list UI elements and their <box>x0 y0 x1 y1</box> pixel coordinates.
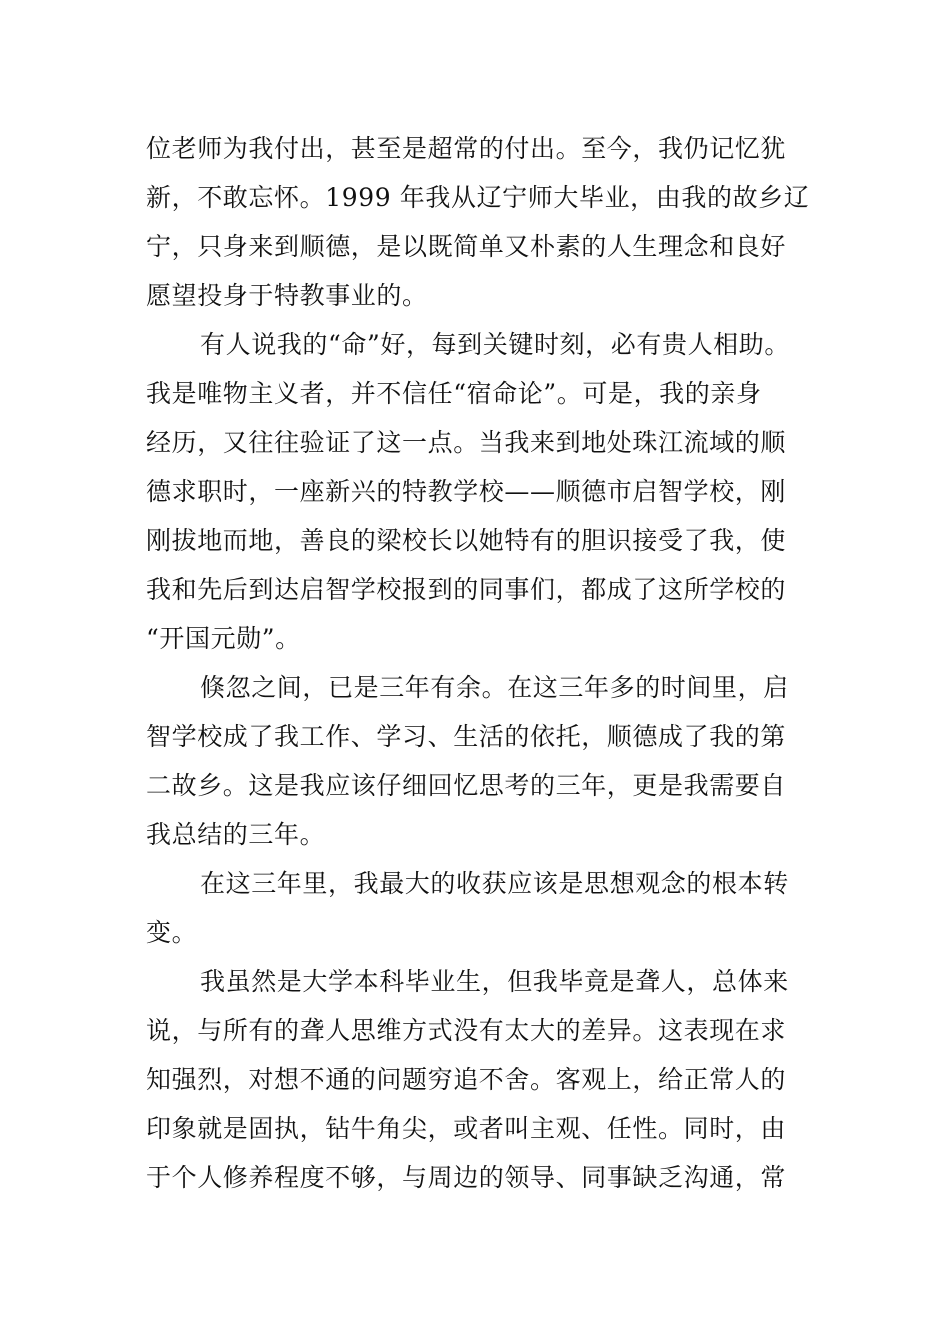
text-line: 我总结的三年。 <box>146 820 326 849</box>
paragraph-3 <box>146 663 806 859</box>
text-line: 位老师为我付出，甚至是超常的付出。至今，我仍记忆犹 <box>146 134 787 163</box>
text-line: 变。 <box>146 918 198 947</box>
text-line: 印象就是固执，钻牛角尖，或者叫主观、任性。同时，由 <box>146 1114 787 1143</box>
paragraph-4 <box>146 859 806 957</box>
text-line: 刚拔地而地，善良的梁校长以她特有的胆识接受了我，使 <box>146 526 787 555</box>
text-line: 智学校成了我工作、学习、生活的依托，顺德成了我的第 <box>146 722 787 751</box>
text-line: 我和先后到达启智学校报到的同事们，都成了这所学校的 <box>146 575 787 604</box>
text-line: 宁，只身来到顺德，是以既简单又朴素的人生理念和良好 <box>146 232 787 261</box>
paragraph-5 <box>146 957 806 1202</box>
text-line: 倏忽之间，已是三年有余。在这三年多的时间里，启 <box>200 673 789 702</box>
text-line: 我虽然是大学本科毕业生，但我毕竟是聋人，总体来 <box>200 967 789 996</box>
text-line: 我是唯物主义者，并不信任“宿命论”。可是，我的亲身 <box>146 379 762 408</box>
text-line: 经历，又往往验证了这一点。当我来到地处珠江流域的顺 <box>146 428 787 457</box>
text-line: 在这三年里，我最大的收获应该是思想观念的根本转 <box>200 869 789 898</box>
text-line: 新，不敢忘怀。1999 年我从辽宁师大毕业，由我的故乡辽 <box>146 183 810 212</box>
paragraph-2 <box>146 320 806 663</box>
text-line: 说，与所有的聋人思维方式没有太大的差异。这表现在求 <box>146 1016 787 1045</box>
text-line: 有人说我的“命”好，每到关键时刻，必有贵人相助。 <box>200 330 790 359</box>
text-line: 愿望投身于特教事业的。 <box>146 281 428 310</box>
text-line: 于个人修养程度不够，与周边的领导、同事缺乏沟通，常 <box>146 1163 787 1192</box>
text-line: 二故乡。这是我应该仔细回忆思考的三年，更是我需要自 <box>146 771 787 800</box>
text-line: 德求职时，一座新兴的特教学校——顺德市启智学校，刚 <box>146 477 787 506</box>
text-line: 知强烈，对想不通的问题穷追不舍。客观上，给正常人的 <box>146 1065 787 1094</box>
text-line: “开国元勋”。 <box>146 624 301 653</box>
paragraph-1 <box>146 124 810 320</box>
body-text <box>146 124 810 1202</box>
